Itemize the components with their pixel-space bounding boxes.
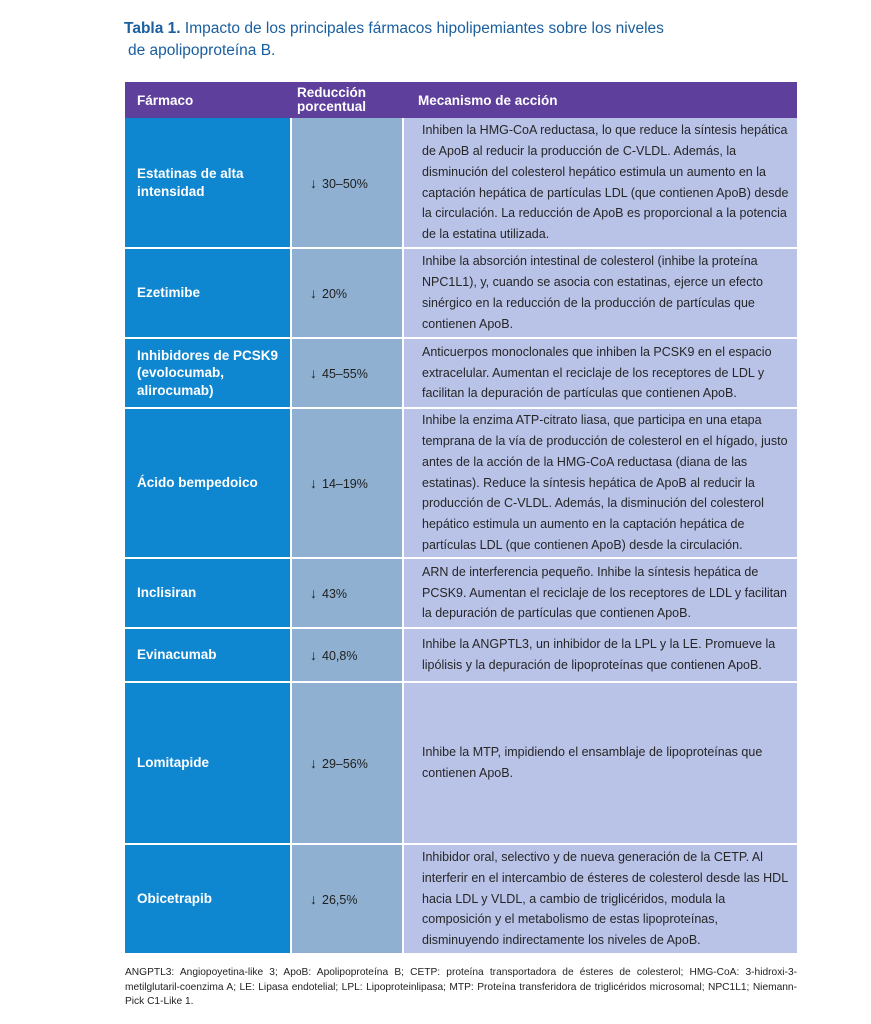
drug-name: Evinacumab [125,628,291,682]
drug-name: Obicetrapib [125,844,291,954]
mechanism-text: Inhiben la HMG-CoA reductasa, lo que reduce la síntesis hepática de ApoB al reducir la producción de C-VLDL. Además, la disminución del colesterol hepático estimula un aumento en la captación hepática de partículas LDL (que contienen ApoB) desde la circulación. La reducción de ApoB es proporcional a la potencia de la estatina utilizada. [403,118,797,248]
drug-table [125,82,797,955]
mechanism-text: Inhibe la absorción intestinal de colesterol (inhibe la proteína NPC1L1), y, cuando se asocia con estatinas, ejerce un efecto sinérgico en la reducción de la producción de partículas que contienen ApoB. [403,248,797,338]
arrow-down-icon: ↓ [310,891,317,907]
table-row [125,682,797,844]
reduction-cell [291,408,403,558]
arrow-down-icon: ↓ [310,647,317,663]
table-row [125,844,797,954]
drug-name: Inclisiran [125,558,291,628]
arrow-down-icon: ↓ [310,174,317,191]
arrow-down-icon: ↓ [310,475,317,491]
header-drug: Fármaco [125,82,291,118]
arrow-down-icon: ↓ [310,755,317,771]
reduction-cell [291,338,403,408]
drug-name: Ezetimibe [125,248,291,338]
table-title-text-line1: Impacto de los principales fármacos hipolipemiantes sobre los niveles [180,20,664,37]
reduction-cell [291,118,403,248]
mechanism-text: ARN de interferencia pequeño. Inhibe la síntesis hepática de PCSK9. Aumentan el reciclaje de los receptores de LDL y facilitan la depuración de partículas que contienen ApoB. [403,558,797,628]
reduction-cell [291,628,403,682]
reduction-cell [291,682,403,844]
arrow-down-icon: ↓ [310,285,317,301]
drug-name: Ácido bempedoico [125,408,291,558]
table-row [125,118,797,248]
table-row [125,558,797,628]
drug-name: Lomitapide [125,682,291,844]
arrow-down-icon: ↓ [310,365,317,381]
table-title-label: Tabla 1. [124,20,181,37]
reduction-cell [291,248,403,338]
drug-name: Inhibidores de PCSK9 (evolocumab, alirocumab) [125,338,291,408]
mechanism-text: Anticuerpos monoclonales que inhiben la PCSK9 en el espacio extracelular. Aumentan el reciclaje de los receptores de LDL y facilitan la depuración de partículas que contienen ApoB. [403,338,797,408]
header-mechanism: Mecanismo de acción [403,82,797,118]
table-header-row [125,82,797,118]
abbreviations-footnote: ANGPTL3: Angiopoyetina-like 3; ApoB: Apolipoproteína B; CETP: proteína transportadora de ésteres de colesterol; HMG-CoA: 3-hidroxi-3-metilglutaril-coenzima A; LE: Lipasa endotelial; LPL: Lipoproteinlipasa; MTP: Proteína transferidora de triglicéridos microsomal; NPC1L1; Niemann-Pick C1-Like 1. [125,967,797,1007]
table-row [125,248,797,338]
reduction-value: 43% [322,587,348,601]
reduction-value: 40,8% [322,649,358,663]
table-row [125,338,797,408]
table-title [124,18,804,62]
mechanism-text: Inhibidor oral, selectivo y de nueva generación de la CETP. Al interferir en el intercambio de ésteres de colesterol desde las HDL hacia LDL y VLDL, a cambio de triglicéridos, modula la composición y el metabolismo de estas lipoproteínas, disminuyendo indirectamente los niveles de ApoB. [403,844,797,954]
mechanism-text: Inhibe la ANGPTL3, un inhibidor de la LPL y la LE. Promueve la lipólisis y la depuración de lipoproteínas que contienen ApoB. [403,628,797,682]
reduction-cell [291,844,403,954]
table-title-text-line2: de apolipoproteína B. [128,42,276,59]
table-row [125,628,797,682]
reduction-value: 45–55% [322,367,368,381]
reduction-value: 20% [322,287,348,301]
reduction-value: 26,5% [322,893,358,907]
mechanism-text: Inhibe la enzima ATP-citrato liasa, que participa en una etapa temprana de la vía de producción de colesterol en el hígado, justo antes de la acción de la HMG-CoA reductasa (diana de las estatinas). Reduce la síntesis hepática de ApoB al reducir la producción de C-VLDL. Además, la disminución del colesterol hepático estimula un aumento en la captación hepática de partículas LDL (que contienen ApoB) desde la circulación. [403,408,797,558]
arrow-down-icon: ↓ [310,585,317,601]
reduction-value: 29–56% [322,757,368,771]
reduction-value: 30–50% [322,176,368,191]
table-row [125,408,797,558]
drug-name: Estatinas de alta intensidad [125,118,291,248]
reduction-cell [291,558,403,628]
header-reduction: Reducción porcentual [291,82,403,118]
mechanism-text: Inhibe la MTP, impidiendo el ensamblaje de lipoproteínas que contienen ApoB. [403,682,797,844]
reduction-value: 14–19% [322,477,368,491]
